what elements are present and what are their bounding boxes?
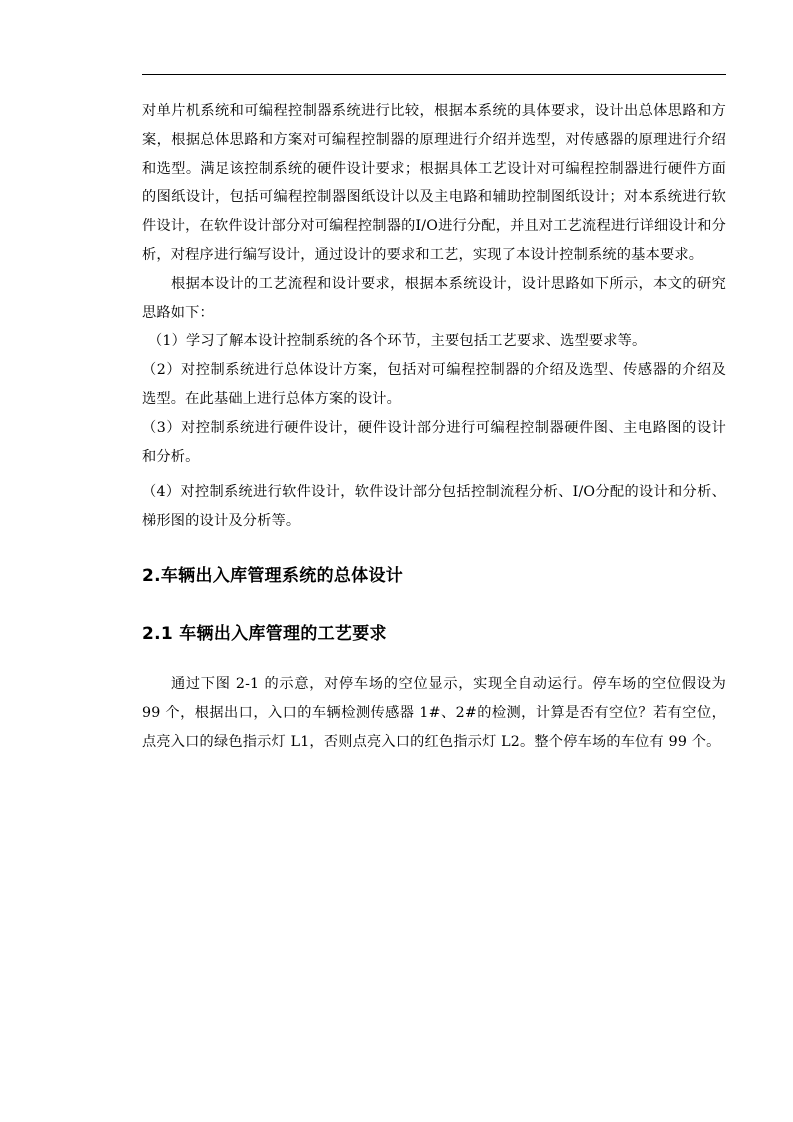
subsection-paragraph: 通过下图 2-1 的示意，对停车场的空位显示，实现全自动运行。停车场的空位假设为 99 个，根据出口，入口的车辆检测传感器 1#、2#的检测，计算是否有空位？若有空位，点亮入口的绿色指示灯 L1，否则点亮入口的红色指示灯 L2。整个停车场的车位有 99 个。	[142, 675, 726, 750]
list-item: （3）对控制系统进行硬件设计，硬件设计部分进行可编程控制器硬件图、主电路图的设计和分析。	[142, 419, 726, 465]
subsection-heading: 2.1 车辆出入库管理的工艺要求	[142, 623, 387, 644]
list-item: （2）对控制系统进行总体设计方案，包括对可编程控制器的介绍及选型、传感器的介绍及选型。在此基础上进行总体方案的设计。	[142, 362, 726, 407]
list-item: （1）学习了解本设计控制系统的各个环节，主要包括工艺要求、选型要求等。	[148, 333, 647, 350]
page-content	[142, 97, 726, 756]
list-item: （4）对控制系统进行软件设计，软件设计部分包括控制流程分析、I/O分配的设计和分析、梯形图的设计及分析等。	[142, 484, 726, 530]
approach-paragraph: 根据本设计的工艺流程和设计要求，根据本系统设计，设计思路如下所示，本文的研究思路如下：	[142, 275, 726, 321]
intro-paragraph: 对单片机系统和可编程控制器系统进行比较，根据本系统的具体要求，设计出总体思路和方案，根据总体思路和方案对可编程控制器的原理进行介绍并选型，对传感器的原理进行介绍和选型。满足该控制系统的硬件设计要求；根据具体工艺设计对可编程控制器进行硬件方面的图纸设计，包括可编程控制器图纸设计以及主电路和辅助控制图纸设计；对本系统进行软件设计，在软件设计部分对可编程控制器的I/O进行分配，并且对工艺流程进行详细设计和分析，对程序进行编写设计，通过设计的要求和工艺，实现了本设计控制系统的基本要求。	[142, 103, 726, 263]
header-rule	[142, 74, 726, 75]
section-heading: 2.车辆出入库管理系统的总体设计	[142, 565, 404, 586]
